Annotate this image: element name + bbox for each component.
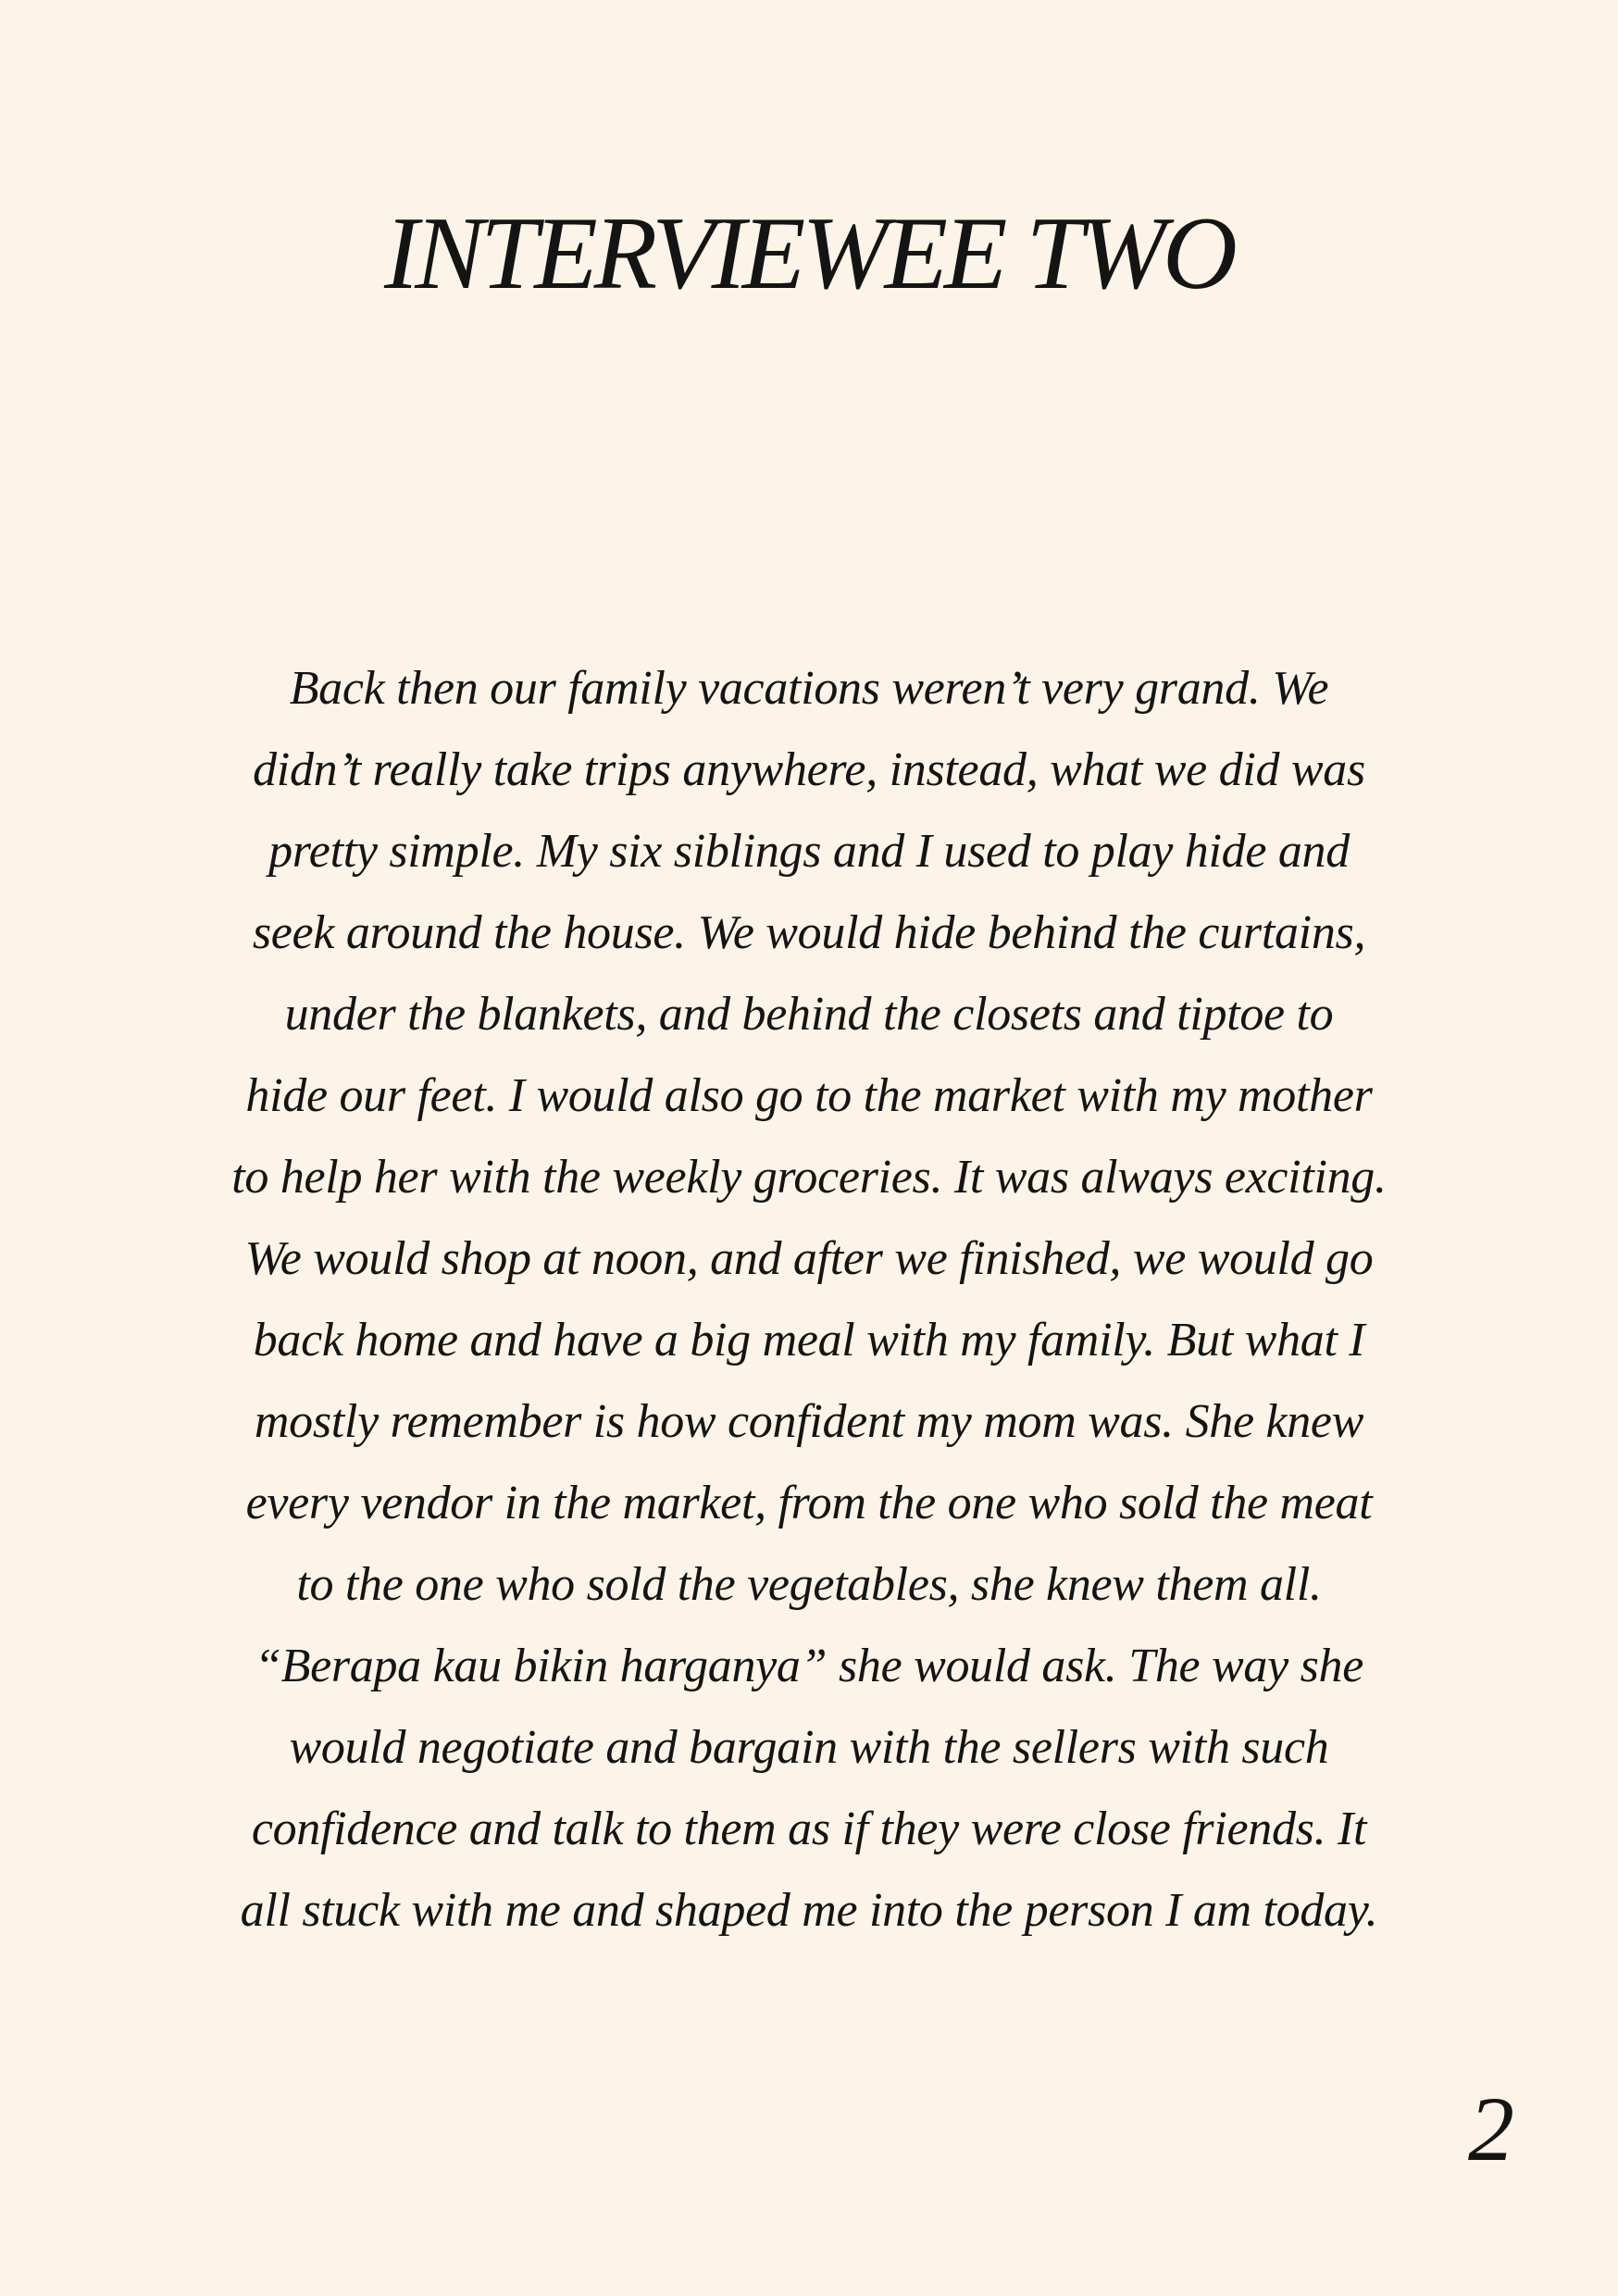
interview-paragraph (120, 648, 1498, 1952)
paragraph-line: all stuck with me and shaped me into the person I am today. (240, 1884, 1378, 1937)
paragraph-line: confidence and talk to them as if they were close friends. It (251, 1803, 1367, 1855)
paragraph-line: under the blankets, and behind the closets and tiptoe to (284, 988, 1334, 1041)
paragraph-line: to the one who sold the vegetables, she knew them all. (296, 1558, 1322, 1611)
paragraph-line: “Berapa kau bikin harganya” she would ask. The way she (254, 1640, 1363, 1692)
paragraph-line: to help her with the weekly groceries. It was always exciting. (231, 1151, 1387, 1204)
paragraph-line: would negotiate and bargain with the sellers with such (289, 1721, 1329, 1774)
paragraph-line: hide our feet. I would also go to the market with my mother (245, 1069, 1373, 1122)
paragraph-line: Back then our family vacations weren’t very grand. We (289, 662, 1329, 715)
paragraph-line: back home and have a big meal with my family. But what I (253, 1314, 1365, 1366)
paragraph-line: every vendor in the market, from the one who sold the meat (245, 1477, 1373, 1529)
paragraph-line: pretty simple. My six siblings and I used to play hide and (268, 825, 1350, 878)
paragraph-line: didn’t really take trips anywhere, instead, what we did was (253, 743, 1365, 796)
page-title: INTERVIEWEE TWO (384, 196, 1234, 311)
paragraph-line: We would shop at noon, and after we finished, we would go (244, 1232, 1374, 1285)
paragraph-line: mostly remember is how confident my mom was. She knew (254, 1395, 1364, 1448)
paragraph-line: seek around the house. We would hide behind the curtains, (252, 906, 1366, 959)
page-number: 2 (1468, 2078, 1514, 2180)
